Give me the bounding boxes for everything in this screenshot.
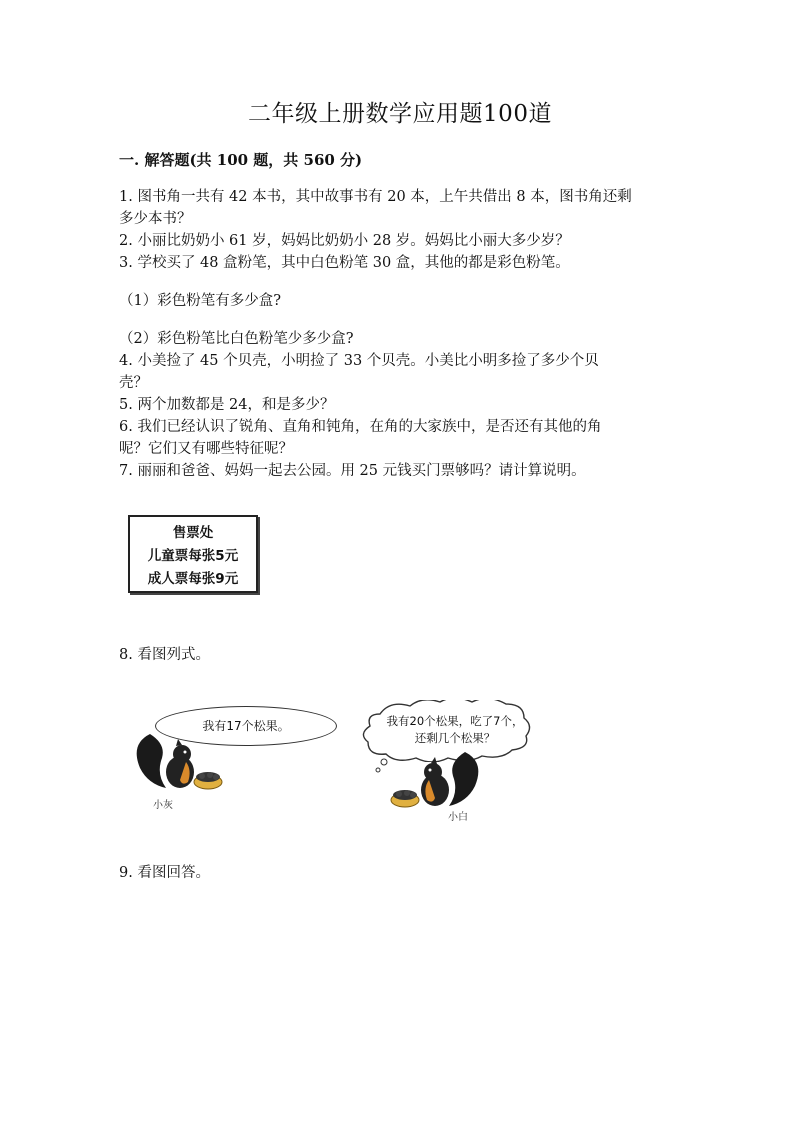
question-line: 多少本书？: [119, 211, 192, 227]
question-line: （2）彩色粉笔比白色粉笔少多少盒?: [119, 331, 354, 347]
ticket-sign: [128, 515, 258, 593]
thought-bubble-text: [380, 713, 530, 747]
squirrel-right-illustration: [385, 748, 485, 814]
question-line: 6. 我们已经认识了锐角、直角和钝角，在角的大家族中，是否还有其他的角: [119, 419, 602, 435]
question-line: 壳？: [119, 375, 148, 391]
question-line: 5. 两个加数都是 24，和是多少？: [119, 397, 335, 413]
question-line: 2. 小丽比奶奶小 61 岁，妈妈比奶奶小 28 岁。妈妈比小丽大多少岁？: [119, 233, 570, 249]
ticket-adult-price: 成人票每张9元: [147, 571, 239, 587]
question-line: 1. 图书角一共有 42 本书，其中故事书有 20 本，上午共借出 8 本，图书角还剩: [119, 189, 632, 205]
caption-left: 小灰: [153, 800, 173, 811]
question-line: （1）彩色粉笔有多少盒?: [119, 293, 281, 309]
question-line: 8. 看图列式。: [119, 647, 210, 663]
ticket-heading: 售票处: [172, 525, 214, 541]
question-line: 4. 小美捡了 45 个贝壳，小明捡了 33 个贝壳。小美比小明多捡了多少个贝: [119, 353, 599, 369]
caption-right: 小白: [448, 812, 468, 823]
question-line: 呢？它们又有哪些特征呢？: [119, 441, 293, 457]
question-line: 3. 学校买了 48 盒粉笔，其中白色粉笔 30 盒，其他的都是彩色粉笔。: [119, 255, 570, 271]
question-line: 9. 看图回答。: [119, 865, 210, 881]
ticket-child-price: 儿童票每张5元: [147, 548, 239, 564]
thought-line-2: 还剩几个松果？: [414, 731, 496, 745]
page-title: 二年级上册数学应用题100道: [248, 101, 552, 127]
thought-line-1: 我有20个松果，吃了7个，: [386, 714, 524, 728]
section-heading: 一. 解答题(共 100 题，共 560 分): [119, 151, 363, 169]
squirrel-left-illustration: [130, 728, 230, 798]
question-line: 7. 丽丽和爸爸、妈妈一起去公园。用 25 元钱买门票够吗？请计算说明。: [119, 463, 586, 479]
speech-bubble-left: 我有17个松果。: [155, 706, 337, 746]
